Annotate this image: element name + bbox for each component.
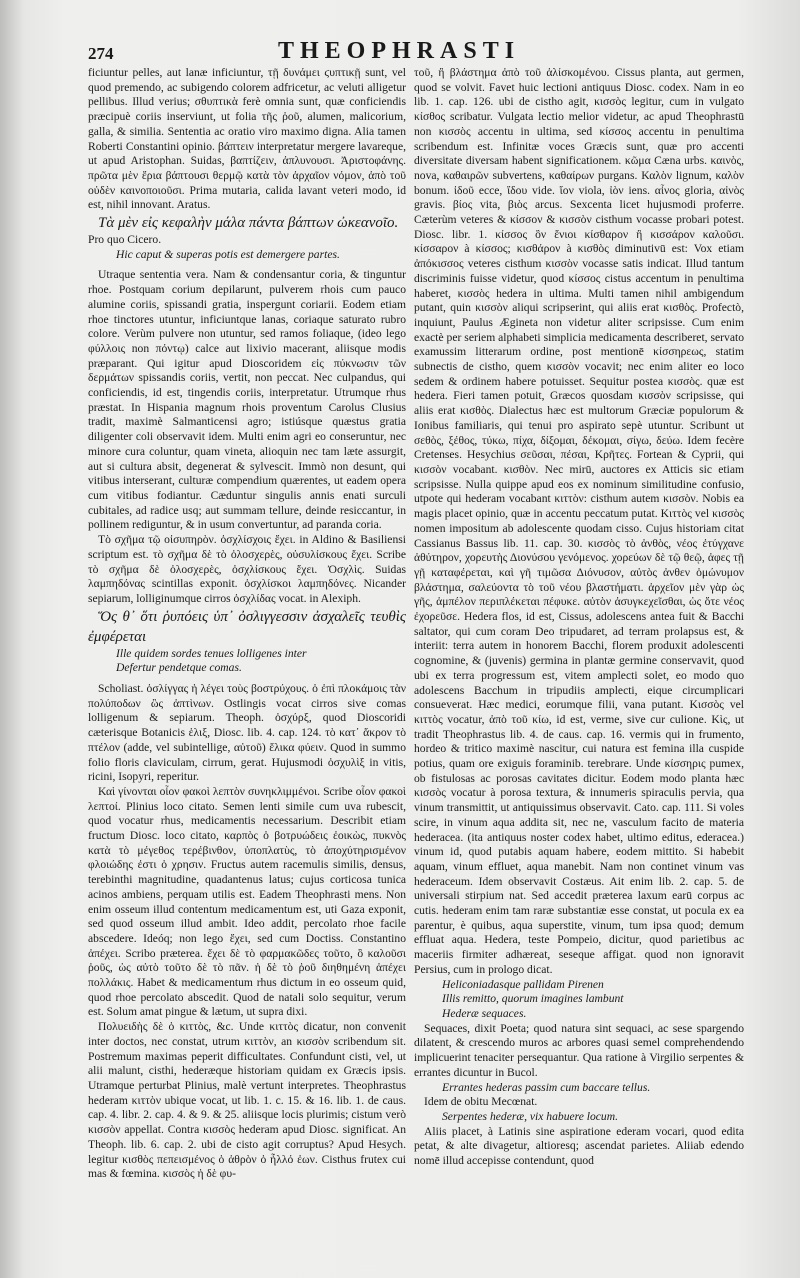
paragraph: Τὸ σχῆμα τῷ οἰσυπηρὸν. ὀσχλίσχοις ἔχει. in Aldino & Basiliensi scriptum est. τὸ σχῆμα δὲ τὸ ὀλοσχερὲς, οὐσυλίσκους ἔχει. Scribe τὸ σχῆμα δὲ ὀλοσχερὲς, ὀσχλίσκους ἔχει. Ὀσχλὶς. Suidas λαμπηδόνας scintillas exponit. ὀσχλίσκοι λαμπηδόνες. Nicander sepiarum, lolliginumque cirros ὀσχλίδας vocat. in Alexiph. [88,533,406,605]
paragraph: Καὶ γίνονται οἷον φακοὶ λεπτὸν συνηκλιμμένοι. Scribe οἷον φακοὶ λεπτοί. Plinius loco citato. Semen lenti simile cum uva rubescit, quod vocatur rhus, medicamentis necessarium. Describit etiam fructum Diosc. loco citato, καρπὸς ὁ βοτρυώδεις ἐοικὼς, πυκνὸς κατὰ τὸ μέγεθος τερέβινθον, ὑποπλατὺς, τὸ ἀποχύτηρισμένον φλοιώδης ἐστι ὁ χρησιν. Fructus autem racemulis similis, densus, terebinthi magnitudine, quadantenus latus; cujus corticosa tunica acinos ambiens, perquam utilis est. Eadem Theophrasti mens. Non enim osseum illud contentum medicamentum est, uti Gaza exponit, sed quod osseum illud ambit. Ideo addit, percolato rhoe facile abscedere. Ideóq; non lego ἔχει, sed cum Doctiss. Constantino ἀπέχει. Scribo præterea. ἔχει δὲ τὸ φαρμακῶδες τοῦτο, ὃ καλοῦσι ῥοῦς, ὡς αὐτὸ τοῦτο δὲ τὸ πᾶν. ἡ δὲ τὸ ῥοῦ διηθημένη ἀπέχει πολλάκις. Habet & medicamentum rhus dictum in eo osseum quid, quod rhoe percolato abscedit. Quod de natali solo sequitur, verum est. Solum amat pingue & lætum, ut supra dixi. [88,784,406,1019]
greek-quotation: Ὅς θ᾽ ὅτι ῥυπόεις ὑπ᾽ ὀσλιγγεσσιν ἀσχαλεῖς τευθὶς ἐμφέρεται [88,608,406,645]
right-column [414,66,744,1169]
paragraph: Scholiast. ὀσλίγγας ἡ λέγει τοὺς βοστρύχους. ὁ ἐπὶ πλοκάμοις τὰν πολύποδων ὣς ἀπτὶνων. Ostlingis vocat cirros sive comas lolligenum & sepiarum. Theoph. ὀσχύρξ, quod Dioscoridi cæterisque Botanicis ἑλιξ, Diosc. lib. 4. cap. 124. τὸ κατ᾽ ἄκρον τὸ πτέλον (adde, vel subintellige, αὐτοῦ) ἕλικα φύειν. Quod in summo folio floris claviculam, cirrum, gerat. Hujusmodi ὀσχυλὶξ in vitis, ricini, Isopyri, reperitur. [88,682,406,784]
verse-line: Hic caput & superas potis est demergere partes. [116,247,340,261]
paragraph: ficiuntur pelles, aut lanæ inficiuntur, τῇ δυνάμει ϛυπτικῇ sunt, vel quod premendo, ac subigendo colorem adfricetur, ac veluti alligetur pellibus. Illud verius; σθυπτικὰ ferè omnia sunt, quæ conficiendis præcipuè coriis inserviunt, ut folia τῆς ῥοῦ, alumen, malicorium, galla, & similia. Sententia ac oratio viro maximo digna. Alia tamen Roberti Constantini opinio. βάπτειν interpretatur mergere lavareque, ut apud Aristophan. Suidas, βαπτίζειν, ἀπλυνουσι. Ἀριστοφάνης. πρῶτα μὲν ἔρια βάπτουσι θερμῷ κατὰ τὸν ἀρχαῖον νόμον, ἀπὸ τοῦ οὐδὲν καινοποιοῦσι. Prima mutaria, calida lavant veteri modo, id est, nihil innovant. Aratus. [88,66,406,212]
verse-line: Ille quidem sordes tenues lolligenes inter [116,646,307,660]
paragraph: Πολυειδὴς δὲ ὁ κιττὸς, &c. Unde κιττὸς dicatur, non convenit inter doctos, nec constat, utrum κιττὸν, an κισσὸν scribendum sit. Postremum maximas peperit difficultates. Confundunt cisti, vel, ut alii malunt, cisthi, hederæque historiam quidam ex Græcis ipsis. Utramque perturbat Plinius, malè vertunt interpretes. Theophrastus hederam κιττὸν ubique vocat, ut lib. 1. c. 15. & 16. lib. 1. de caus. cap. 4. libr. 2. cap. 4. & 9. & 25. aliisque locis plurimis; cistum verò κισσὸν appellat. Contra κισσὸς hederam apud Diosc. significat. An Theoph. lib. 6. cap. 2. ubi de cisto agit corruptus? Apud Hesych. legitur κισθὸς πεπεισμένος ὁ ἀθρὸν ὁ ἦλλό ἐων. Cisthus frutex cui mas & fœmina. κισσὸς ἡ δὲ φυ- [88,1020,406,1181]
paragraph: Utraque sententia vera. Nam & condensantur coria, & tinguntur rhoe. Postquam corium depilarunt, pulverem rhois cum pauco alumine coriis, spissandi gratia, inspergunt coriarii. Eodem etiam rhoe tinctores utuntur, inficiuntque lanas, coriaque saturato rubro colore. Verùm pulvere non utuntur, sed ramos foliaque, (ideo lego φύλλοις non πόντῳ) calce aut lixivio macerant, aliisque modis præparant. Qui igitur apud Dioscoridem εἰς πύκνωσιν τῶν δερμάτων spissandis coriis, vertit, non peccat. Nec culpandus, qui conficiendis, id est, tingendis coriis, interpretatur. Utrumque rhus præstat. In Hispania magnum rhois proventum Carolus Clusius tradit, maximè Salmanticensi agro; istiúsque quæstus gratia diligenter coli observavit idem. Multi enim agri eo conseruntur, nec minore cura coluntur, quam vineta, alioquin nec tam læte assurgit, aut si cultura absit, degenerat & sylvescit. Immò non desunt, qui vitibus interserant, culturæ compendium quærentes, ut eadem opera cum vitibus fodiantur. Cæduntur singulis annis enati surculi cubitales, ad radice usq; aut summam tellure, deinde resiccantur, in pollinem rediguntur, & in usum convertuntur, ad paranda coria. [88,268,406,532]
greek-quotation: Τὰ μὲν εἰς κεφαλὴν μάλα πάντα βάπτων ὠκεανοῖο. [98,215,399,232]
paragraph: τοῦ, ἢ βλάστημα ἀπὸ τοῦ ἀλίσκομένου. Cissus planta, aut germen, quod se volvit. Favet huic lectioni antiquus Diosc. codex. Nam in eo lib. 1. cap. 126. ubi de cistho agit, κισσὸς legitur, cum in vulgato κίσθος scribatur. Vulgata lectio melior videtur, ac apud Theophrastū non κισσὸς accentu in ultima, sed κίσσος accentu in penultima scribendum est. Infinitæ voces Græcis sunt, quæ pro accenti diversitate diversam habent significationem. κῶμα Cæna urbs. καινὸς, nova, καθαιρῶν subvertens, καθαίρων purgans. Καλὸν lignum, καλὸν bonum. ἰδοῦ ecce, ἴδου vide. ἴον viola, ἰὸν iens. αἶνος gloria, αἰνὸς gravis. βίος vita, βιὸς arcus. Sexcenta licet hujusmodi proferre. Cæterùm veteres & κίσσον & κισσὸν cisthum vocasse probari potest. Diosc. libr. 1. κίσσος ὃν ἔνιοι κίσθαρον ἢ κισσάρον καλοῦσι. κίσσαρον à κίσσος; κισθάρον à κισθὸς diminutivū est: Vox etiam ἀπόκισσος veteres cisthum κισσὸν vocasse satis indicat. Illud tantum discriminis fuisse videtur, quod κίσσος cistus accentum in penultima haberet, κισσὸς hedera in ultima. Multi tamen nihil ambigendum putant, quin κισσὸν aliqui scripserint, qui aliis erat κισθὸς. Profectò, inquiunt, Paulus Ægineta non videtur aliter scripsisse. Cum enim exactè per seriem alphabeti simplicia medicamenta describeret, servato examussim litterarum ordine, post mentionē κίσσηρεως, statim subnectis de cistho, quem κισσὸν vocavit; nec enim aliter eo loco sedem & ordinem habere potuisset. Sequitur postea κισσὸς. quæ est hedera. Fieri tamen potuit, Græcos quosdam κισσὸν scripsisse, qui aliis erat κισθὸς. Dialectus hæc est multorum Græciæ populorum & Ionibus familiaris, qui tenui pro aspirato sepè utuntur. Scribunt ut σεθὸς, ξέθος, τύκω, πίχα, δίξομαι, δέκομαι, σίγω, δεύω. Idem fecère Cretenses. Hesychius σεῦσαι, πέσαι, Κρῆτες. Fortean & Cyprii, qui κισσὸν vocabant. κισθὸν. Nec mirū, auctores ex Atticis sic etiam scripsisse. Nulla quippe apud eos ex nominum similitudine confusio, utpote qui hederam vocabant κιττὸν: cisthum autem κισσὸν. Nobis ea magis placet opinio, quæ in accentu peccatum putat. Κιττὸς vel κισσὸς nomen impositum ab adolescente quodam cisso. Cujus historiam citat Cassianus Bassus lib. 11. cap. 30. κισσὸς τὸ ἀνθὸς, νέος ἐτύγχανε ἀθύτηρον, χορευτὴς Διονύσου γενόμενος. χορεύων δὲ τῷ θεῷ, ἀφες τῇ γῇ καταφέρεται, καὶ γῆ τιμῶσα Διόνυσον, αὐτὸς ἀνθεν ὁμώνυμον βλάστημα, σαλεύοντα τὸ τοῦ νέου βλαστήματι. ἀρχεῖον μὲν γὰρ ὡς γῆς, ἀμπέλον περιπλέκεται πέφυκε. αὐτὸν ἀσυγκεχεῖσθαι, ὡς ὅτε νέος ἐχορεῦσε. Hedera flos, id est, Cissus, adolescens antea fuit & Bacchi saltator, qui cum coram Deo tripudaret, ad terram prolapsus est, & interiit: terra autem in honorem Bacchi, florem produxit adolescenti cognomine, & (juvenis) germina in plantæ germine conservavit, quod ubi ex terra progressum est, vitem amplecti solet, eo modo quo adolescens Bacchum in tripudiis amplecti, eique circumplicari consueverat. Hæc medici, eorumque filii, vana putant. Κισσὸς vel κιττὸς vocatur, ἀπὸ τοῦ κίω, id est, verme, sive cur culione. Κὶς, ut tradit Theophrastus lib. 4. de caus. cap. 16. vermis qui in frumento, hordeo & tritico maximè nascitur, cui natura est femina illa cuspide potius, quam ore exiguis foraminib. terebrare. Unde κίσσηρις pumex, ob fistulosas ac porosas cavitates dicitur. Eodem modo planta hæc κισσὸς vocatur à porosa textura, & innumeris spiraculis pervia, qua vinum transmittit, ut antiquissimus observavit. Cato. cap. 111. Si voles scire, in vinum aqua addita sit, nec ne, vasculum facito de materia hederacea. (ita antiquus noster codex habet, ultimo editus, ederacea.) vinum id, quod putabis aquam habere, eodem mittito. Si habebit aquam, vinum effluet, aqua manebit. Nam non continet vinum vas hederaceum. Idem observavit Costæus. Ait enim lib. 2. cap. 5. de universali stirpium nat. Sed accedit præterea laxum earū corpus ac cutis. hederam enim tam raræ substantiæ esse constat, ut pocula ex ea parentur, è quibus, aqua superstite, vinum, tum ipsa quod; demum effluat aqua. Hedera, teste Pompeio, dicitur, quod parietibus ac maceriis firmiter adhæreat, seseque affigat. quod non ignoravit Persius, cum in prologo dicat. [414,66,744,976]
paragraph: Idem de obitu Mecœnat. [424,1095,538,1109]
running-head: THEOPHRASTI [278,38,521,64]
verse-line: Defertur pendetque comas. [116,661,242,675]
left-column [88,66,406,1182]
paragraph: Pro quo Cicero. [88,233,162,247]
paragraph: Aliis placet, à Latinis sine aspiratione ederam vocari, quod edita petat, & alte divagetur, altioresq; ascendat parietes. Aliiab edendo nomē illud accepisse contendunt, quod [414,1124,744,1168]
verse-line: Hederæ sequaces. [442,1007,527,1020]
verse-line: Illis remitto, quorum imagines lambunt [442,992,624,1006]
verse-line: Serpentes hederæ, vix habuere locum. [442,1109,619,1123]
verse-line: Heliconiadasque pallidam Pirenen [442,977,604,991]
paragraph: Sequaces, dixit Poeta; quod natura sint sequaci, ac sese spargendo dilatent, & crescendo muros ac arbores quasi semel comprehendendo implicuerint tenaciter persequantur. Qua ratione à Virgilio serpentes & errantes dicuntur in Bucol. [414,1021,744,1079]
verse-line: Errantes hederas passim cum baccare tellus. [442,1080,651,1094]
page-number: 274 [88,44,114,63]
page-header [88,38,758,66]
